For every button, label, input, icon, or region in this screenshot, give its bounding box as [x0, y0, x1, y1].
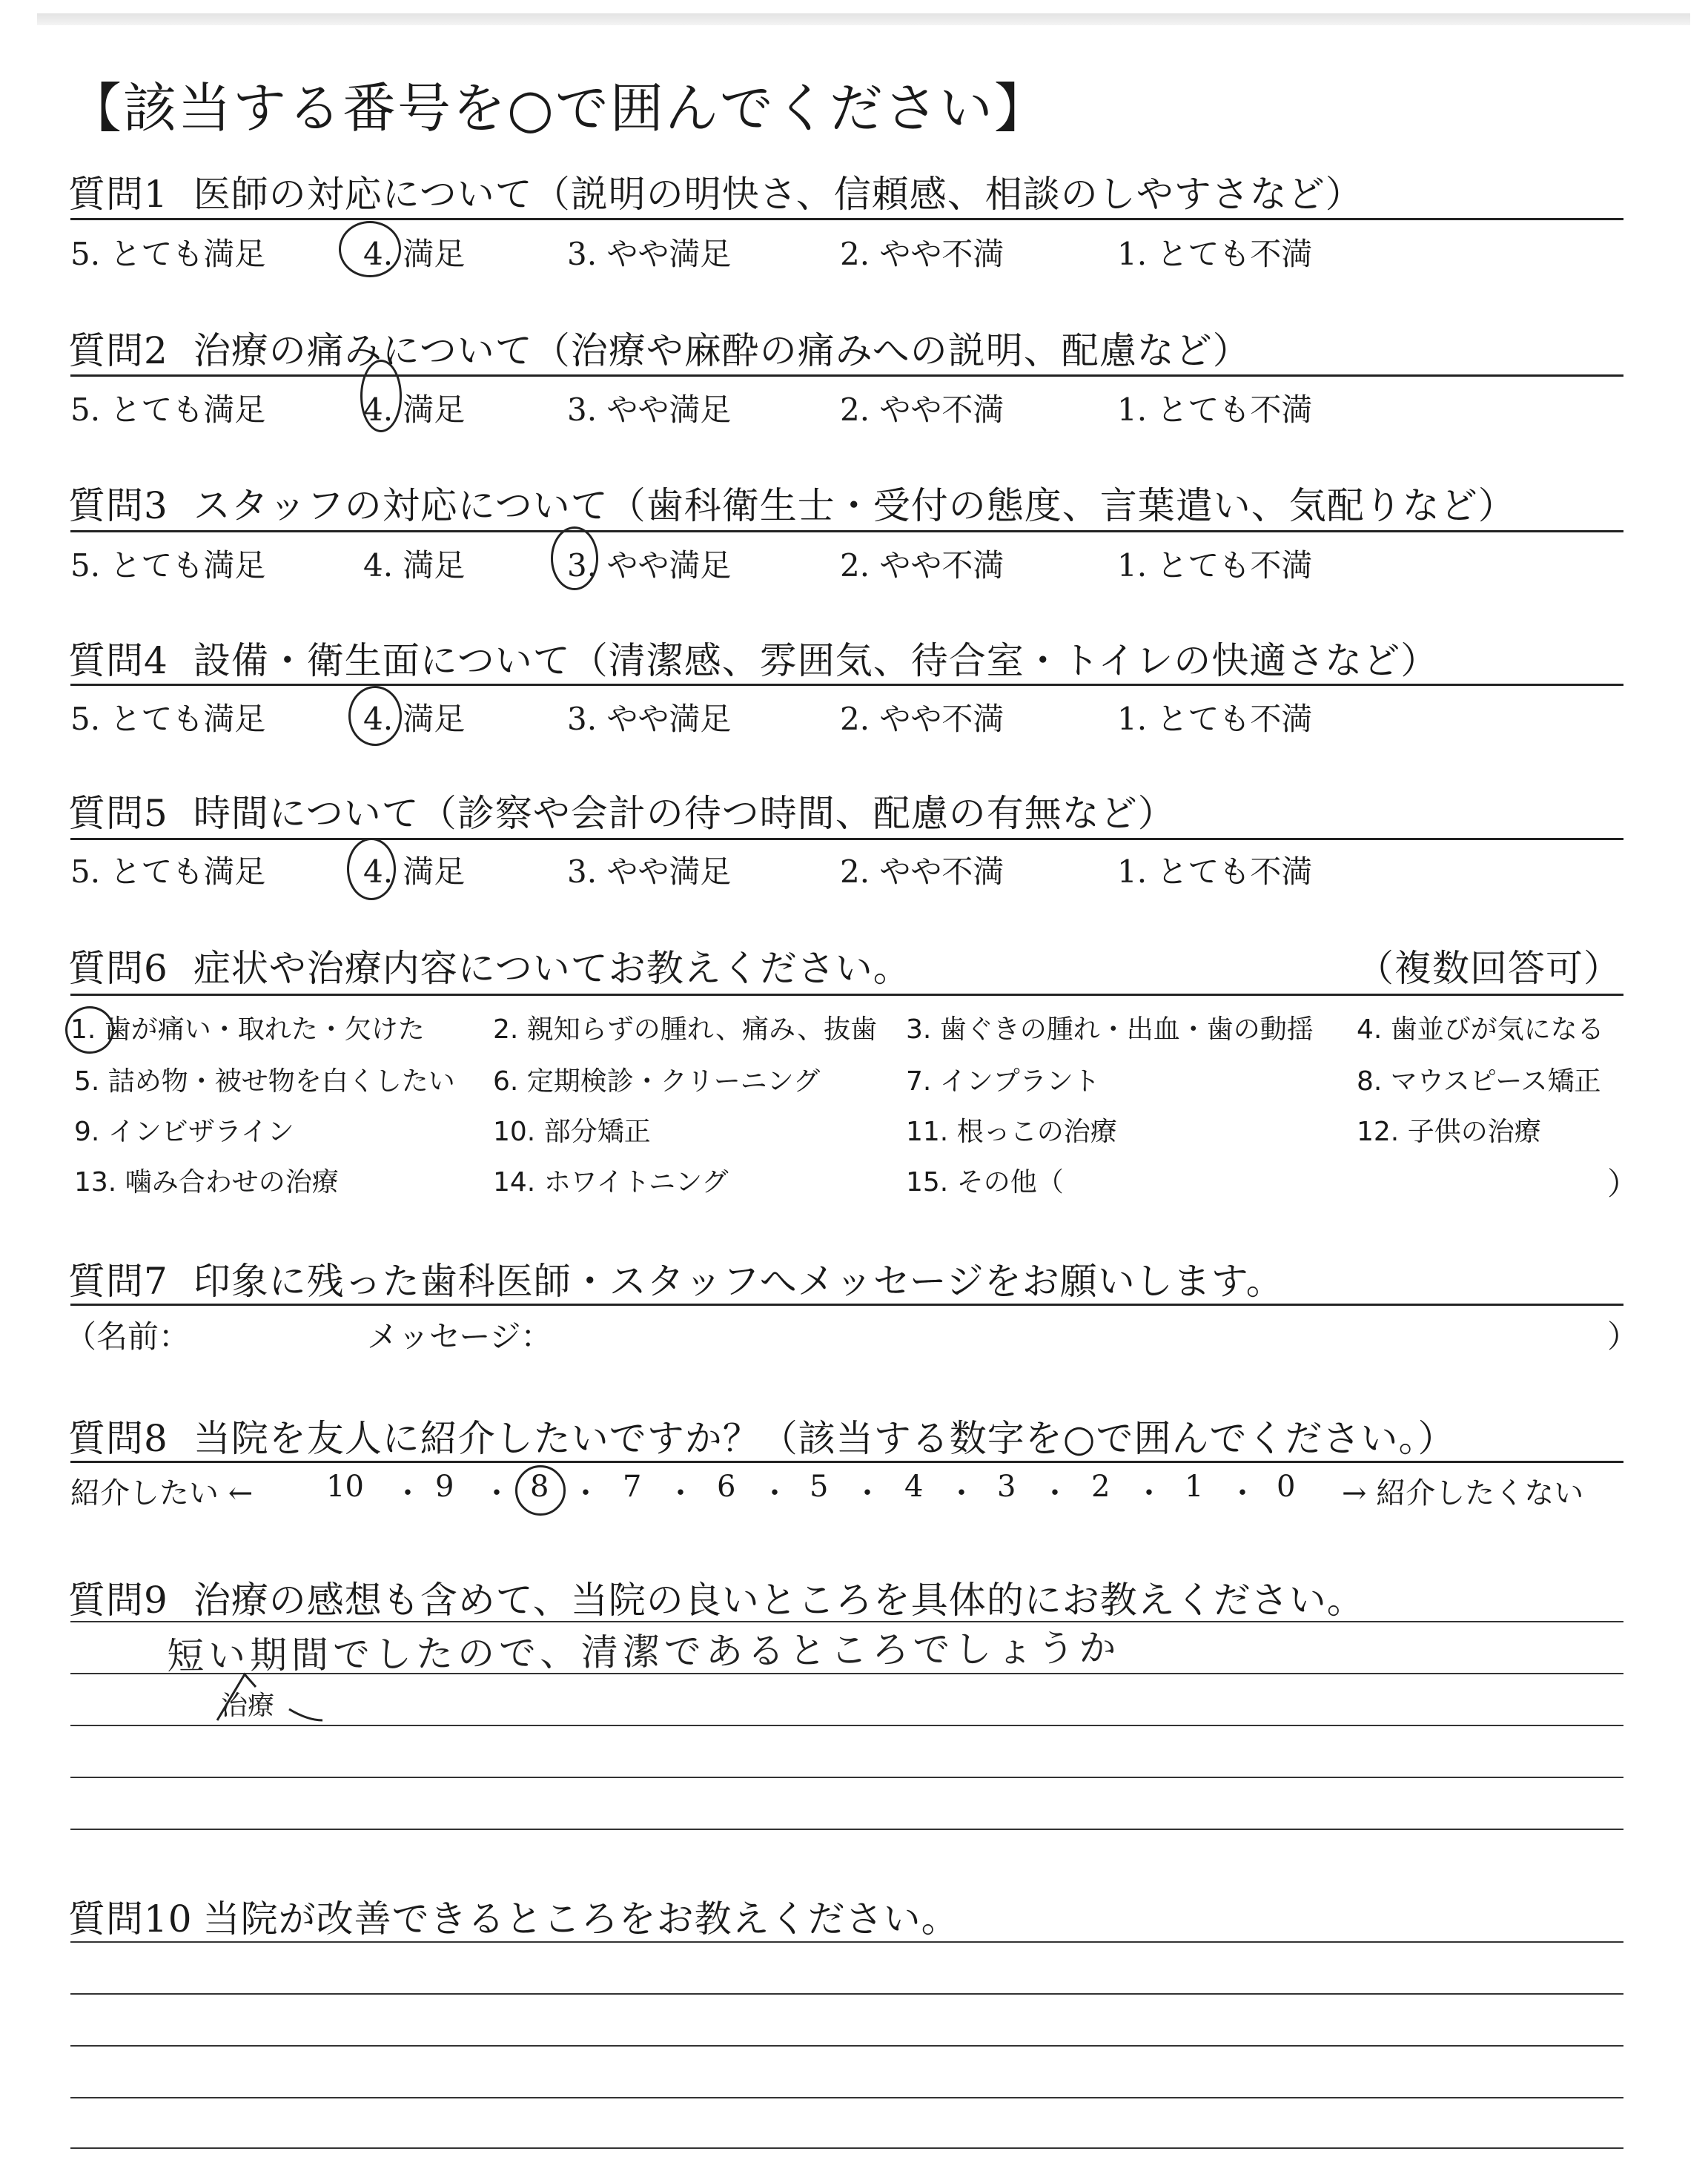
question-5	[68, 784, 1176, 837]
question-text: 時間について（診察や会計の待つ時間、配慮の有無など）	[193, 792, 1176, 835]
q5-option-4[interactable]: 4. 満足	[363, 853, 466, 890]
scale-4[interactable]: 4	[904, 1470, 924, 1504]
q4-selection-circle	[348, 686, 402, 746]
scale-10[interactable]: 10	[326, 1470, 364, 1504]
q1-option-2[interactable]: 2. やや不満	[840, 236, 1004, 272]
q4-option-2[interactable]: 2. やや不満	[840, 701, 1004, 737]
q3-option-2[interactable]: 2. やや不満	[840, 547, 1004, 584]
multiple-answer-note: （複数回答可）	[1357, 947, 1621, 990]
question-7	[68, 1252, 1284, 1305]
q3-option-4[interactable]: 4. 満足	[363, 547, 466, 584]
question-divider	[70, 994, 1623, 996]
scale-0[interactable]: 0	[1277, 1470, 1296, 1504]
question-divider	[70, 1304, 1623, 1306]
scale-separator: ・	[947, 1476, 976, 1510]
question-divider	[70, 1461, 1623, 1463]
q2-option-1[interactable]: 1. とても不満	[1117, 392, 1313, 428]
question-text: 当院が改善できるところをお教えください。	[202, 1898, 959, 1941]
q6-selection-circle	[65, 1006, 114, 1054]
q6-item[interactable]: 9. インビザライン	[74, 1117, 294, 1147]
scale-separator: ・	[571, 1476, 600, 1510]
question-number: 質問4	[68, 639, 168, 682]
q6-item[interactable]: 14. ホワイトニング	[493, 1167, 729, 1198]
q2-option-5[interactable]: 5. とても満足	[70, 392, 266, 428]
question-text: 当院を友人に紹介したいですか？（該当する数字を○で囲んでください。）	[193, 1417, 1456, 1460]
question-8	[68, 1409, 1455, 1462]
q1-option-3[interactable]: 3. やや満足	[567, 236, 732, 272]
q1-option-5[interactable]: 5. とても満足	[70, 236, 266, 272]
answer-line	[70, 1993, 1623, 1995]
q6-item[interactable]: 3. 歯ぐきの腫れ・出血・歯の動揺	[906, 1014, 1314, 1045]
question-divider	[70, 838, 1623, 840]
q5-option-3[interactable]: 3. やや満足	[567, 853, 732, 890]
scale-3[interactable]: 3	[997, 1470, 1016, 1504]
scan-top-edge	[37, 13, 1690, 25]
q6-item[interactable]: 5. 詰め物・被せ物を白くしたい	[74, 1066, 455, 1097]
q6-item[interactable]: 7. インプラント	[906, 1066, 1100, 1097]
scale-7[interactable]: 7	[623, 1470, 642, 1504]
question-text: 医師の対応について（説明の明快さ、信頼感、相談のしやすさなど）	[193, 173, 1363, 216]
question-text: スタッフの対応について（歯科衛生士・受付の態度、言葉遣い、気配りなど）	[193, 484, 1516, 527]
question-text: 印象に残った歯科医師・スタッフへメッセージをお願いします。	[193, 1260, 1284, 1303]
q2-option-4[interactable]: 4. 満足	[363, 392, 466, 428]
q6-item[interactable]: 1. 歯が痛い・取れた・欠けた	[70, 1014, 425, 1045]
question-number: 質問6	[68, 947, 168, 990]
name-label: （名前：	[65, 1318, 191, 1355]
q6-item[interactable]: 12. 子供の治療	[1357, 1117, 1541, 1147]
scale-2[interactable]: 2	[1091, 1470, 1110, 1504]
answer-line	[70, 1777, 1623, 1778]
q2-option-3[interactable]: 3. やや満足	[567, 392, 732, 428]
q3-option-5[interactable]: 5. とても満足	[70, 547, 266, 584]
question-divider	[70, 374, 1623, 377]
q6-item[interactable]: 8. マウスピース矯正	[1357, 1066, 1601, 1097]
question-2	[68, 321, 1251, 374]
scale-separator: ・	[760, 1476, 790, 1510]
question-number: 質問9	[68, 1579, 168, 1622]
scale-6[interactable]: 6	[717, 1470, 736, 1504]
q1-option-1[interactable]: 1. とても不満	[1117, 236, 1313, 272]
q1-selection-circle	[339, 221, 401, 277]
q5-selection-circle	[347, 838, 396, 900]
q5-option-2[interactable]: 2. やや不満	[840, 853, 1004, 890]
question-number: 質問2	[68, 329, 168, 372]
q2-selection-circle	[360, 360, 402, 432]
q8-selection-circle	[515, 1465, 566, 1516]
q3-selection-circle	[551, 526, 598, 590]
question-1	[68, 165, 1363, 218]
q3-option-1[interactable]: 1. とても不満	[1117, 547, 1313, 584]
q6-item[interactable]: 13. 噛み合わせの治療	[74, 1167, 339, 1198]
question-number: 質問1	[68, 173, 168, 216]
scale-1[interactable]: 1	[1185, 1470, 1204, 1504]
q6-item[interactable]: 2. 親知らずの腫れ、痛み、抜歯	[493, 1014, 878, 1045]
handwritten-insert: 治療	[221, 1691, 275, 1721]
question-10	[68, 1889, 959, 1943]
q5-option-1[interactable]: 1. とても不満	[1117, 853, 1313, 890]
q4-option-5[interactable]: 5. とても満足	[70, 701, 266, 737]
handwritten-answer: 短い期間でしたので、清潔であるところでしょうか	[166, 1626, 1121, 1678]
question-divider	[70, 684, 1623, 686]
message-close-paren: ）	[1607, 1318, 1639, 1355]
question-number: 質問10	[68, 1898, 193, 1941]
instruction-header: 【該当する番号を○で囲んでください】	[68, 77, 1049, 139]
question-divider	[70, 530, 1623, 532]
scale-separator: ・	[853, 1476, 882, 1510]
question-text: 設備・衛生面について（清潔感、雰囲気、待合室・トイレの快適さなど）	[193, 639, 1439, 682]
q1-option-4[interactable]: 4. 満足	[363, 236, 466, 272]
question-divider	[70, 218, 1623, 220]
question-number: 質問5	[68, 792, 168, 835]
insert-caret-mark	[211, 1668, 330, 1728]
q4-option-4[interactable]: 4. 満足	[363, 701, 466, 737]
answer-line	[70, 1829, 1623, 1830]
scale-separator: ・	[1134, 1476, 1164, 1510]
question-6	[68, 939, 911, 992]
scale-separator: ・	[666, 1476, 695, 1510]
q6-item[interactable]: 10. 部分矯正	[493, 1117, 651, 1147]
q6-item[interactable]: 11. 根っこの治療	[906, 1117, 1117, 1147]
q4-option-3[interactable]: 3. やや満足	[567, 701, 732, 737]
scale-separator: ・	[393, 1476, 423, 1510]
q3-option-3[interactable]: 3. やや満足	[567, 547, 732, 584]
q6-item[interactable]: 6. 定期検診・クリーニング	[493, 1066, 821, 1097]
scale-8[interactable]: 8	[530, 1470, 549, 1504]
answer-line	[70, 2097, 1623, 2098]
q6-item[interactable]: 15. その他（	[906, 1167, 1064, 1198]
question-text: 治療の痛みについて（治療や麻酔の痛みへの説明、配慮など）	[193, 329, 1251, 372]
question-number: 質問3	[68, 484, 168, 527]
q4-option-1[interactable]: 1. とても不満	[1117, 701, 1313, 737]
question-number: 質問8	[68, 1417, 168, 1460]
recommend-left-label: 紹介したい ←	[70, 1476, 254, 1510]
other-close-paren: ）	[1607, 1166, 1639, 1202]
question-9	[68, 1571, 1365, 1624]
answer-line	[70, 2045, 1623, 2047]
scale-separator: ・	[1040, 1476, 1070, 1510]
scale-5[interactable]: 5	[810, 1470, 829, 1504]
answer-line	[70, 2147, 1623, 2149]
question-3	[68, 476, 1516, 529]
recommend-right-label: → 紹介したくない	[1342, 1476, 1584, 1510]
q6-item[interactable]: 4. 歯並びが気になる	[1357, 1014, 1604, 1045]
answer-line	[70, 1941, 1623, 1943]
q2-option-2[interactable]: 2. やや不満	[840, 392, 1004, 428]
message-label: メッセージ：	[367, 1318, 552, 1355]
question-text: 治療の感想も含めて、当院の良いところを具体的にお教えください。	[193, 1579, 1365, 1622]
scale-separator: ・	[1228, 1476, 1257, 1510]
question-number: 質問7	[68, 1260, 168, 1303]
scale-separator: ・	[482, 1476, 512, 1510]
scale-9[interactable]: 9	[435, 1470, 454, 1504]
question-4	[68, 631, 1438, 684]
question-text: 症状や治療内容についてお教えください。	[193, 947, 911, 990]
q5-option-5[interactable]: 5. とても満足	[70, 853, 266, 890]
